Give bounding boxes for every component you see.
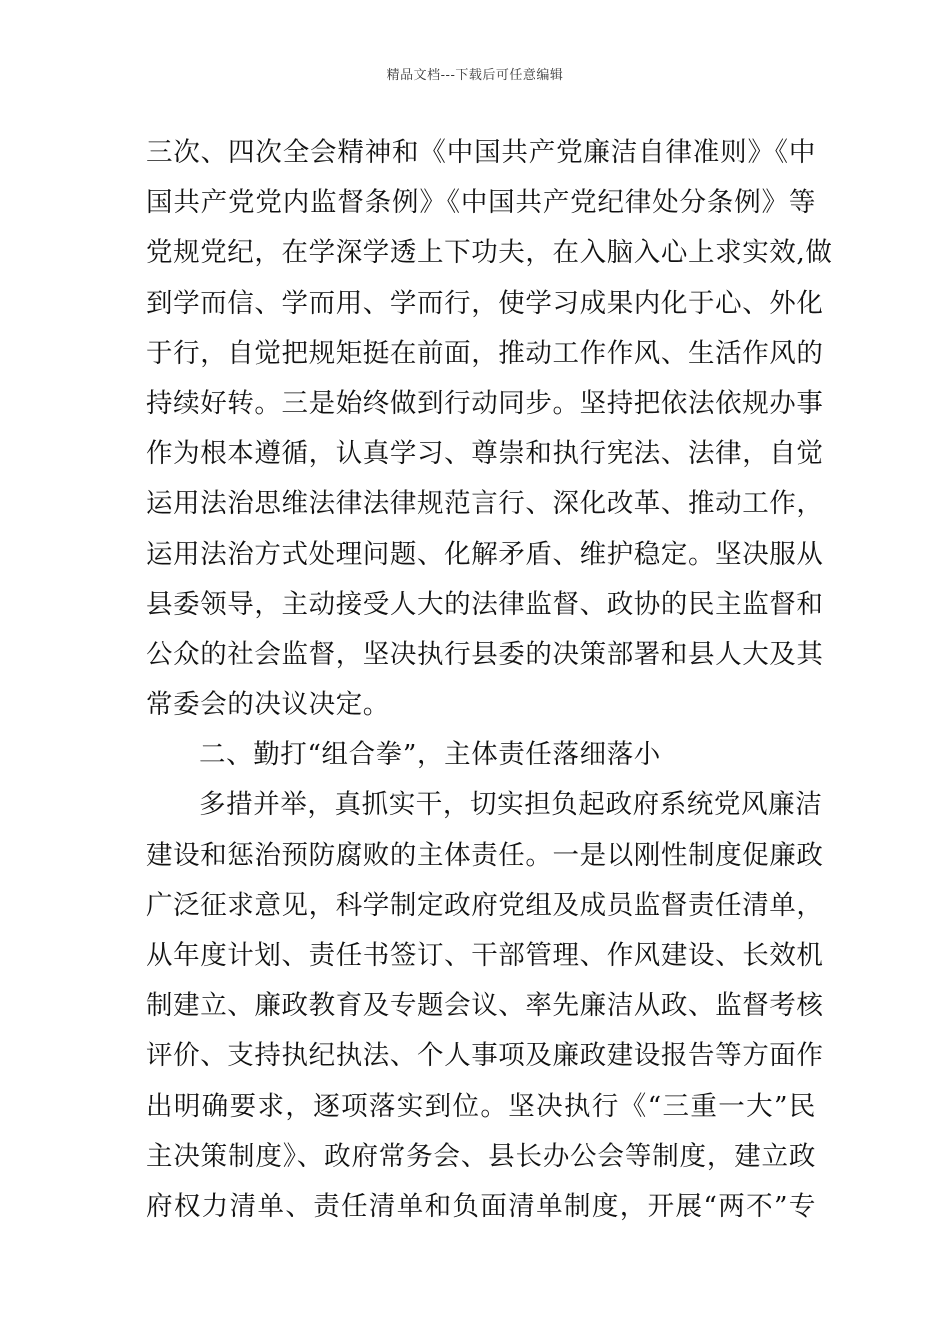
text-line: 建设和惩治预防腐败的主体责任。一是以刚性制度促廉政 — [146, 839, 824, 871]
text-line: 常委会的决议决定。 — [146, 689, 390, 721]
text-line: 三次、四次全会精神和《中国共产党廉洁自律准则》《中 — [146, 137, 816, 168]
document-body — [146, 128, 833, 1232]
section-heading: 二、勤打“组合拳”，主体责任落细落小 — [199, 739, 661, 771]
text-line: 广泛征求意见，科学制定政府党组及成员监督责任清单， — [146, 889, 824, 921]
text-line: 主决策制度》、政府常务会、县长办公会等制度，建立政 — [146, 1140, 816, 1172]
text-line: 运用法治思维法律法律规范言行、深化改革、推动工作， — [146, 488, 824, 520]
text-line: 出明确要求，逐项落实到位。坚决执行《“三重一大”民 — [146, 1090, 816, 1122]
text-line: 制建立、廉政教育及专题会议、率先廉洁从政、监督考核 — [146, 990, 824, 1022]
text-line: 公众的社会监督，坚决执行县委的决策部署和县人大及其 — [146, 638, 824, 670]
page-header: 精品文档---下载后可任意编辑 — [386, 68, 564, 83]
text-line: 到学而信、学而用、学而行，使学习成果内化于心、外化 — [146, 287, 824, 319]
text-line: 评价、支持执纪执法、个人事项及廉政建设报告等方面作 — [146, 1040, 824, 1072]
text-line: 于行，自觉把规矩挺在前面，推动工作作风、生活作风的 — [146, 337, 824, 369]
text-line: 国共产党党内监督条例》《中国共产党纪律处分条例》等 — [146, 187, 816, 219]
text-line: 多措并举，真抓实干，切实担负起政府系统党风廉洁 — [199, 789, 823, 821]
text-line: 县委领导，主动接受人大的法律监督、政协的民主监督和 — [146, 588, 824, 620]
text-line: 府权力清单、责任清单和负面清单制度，开展“两不”专 — [146, 1190, 816, 1222]
text-line: 从年度计划、责任书签订、干部管理、作风建设、长效机 — [146, 940, 824, 971]
text-line: 持续好转。三是始终做到行动同步。坚持把依法依规办事 — [146, 387, 824, 419]
text-line: 作为根本遵循，认真学习、尊崇和执行宪法、法律，自觉 — [146, 438, 824, 470]
text-line: 运用法治方式处理问题、化解矛盾、维护稳定。坚决服从 — [146, 538, 824, 570]
text-line: 党规党纪，在学深学透上下功夫，在入脑入心上求实效,做 — [146, 237, 833, 269]
